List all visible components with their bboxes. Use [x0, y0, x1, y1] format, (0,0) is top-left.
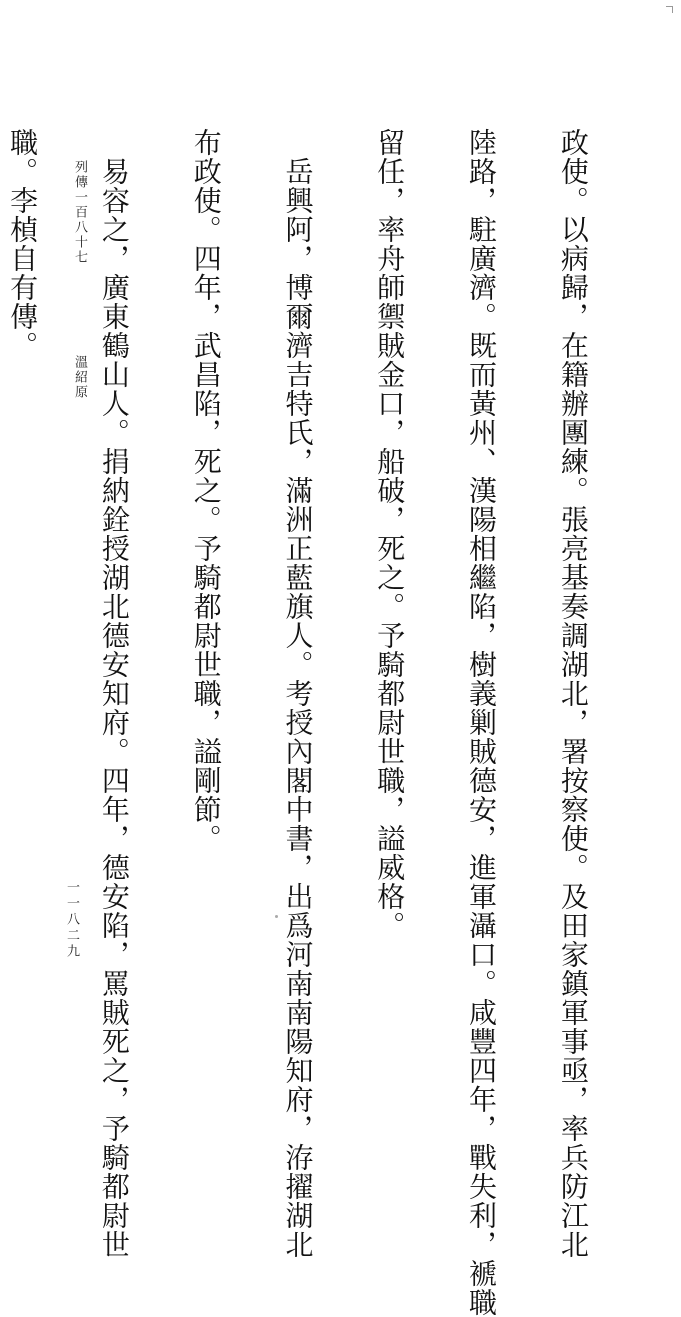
running-footer-name	[70, 355, 89, 435]
text-column-4: 岳興阿，博爾濟吉特氏，滿洲正藍旗人。考授內閣中書，出爲河南南陽知府，洊擢湖北	[281, 157, 315, 1259]
text-column-7: 職。李楨自有傳。	[6, 128, 40, 360]
corner-mark	[666, 6, 673, 13]
section-title: 列傳一百八十七	[72, 160, 87, 265]
page-number: 一一八二九	[64, 880, 79, 960]
biography-name: 溫紹原	[72, 355, 87, 400]
text-column-1: 政使。以病歸，在籍辦團練。張亮基奏調湖北，署按察使。及田家鎮軍事亟，率兵防江北	[556, 128, 590, 1259]
running-footer	[70, 160, 89, 280]
text-column-5: 布政使。四年，武昌陷，死之。予騎都尉世職，謚剛節。	[189, 128, 223, 853]
text-column-6: 易容之，廣東鶴山人。捐納銓授湖北德安知府。四年，德安陷，罵賊死之，予騎都尉世	[97, 157, 131, 1259]
text-column-3: 留任，率舟師禦賊金口，船破，死之。予騎都尉世職，謚威格。	[373, 128, 407, 940]
text-column-2: 陸路，駐廣濟。既而黃州、漢陽相繼陷，樹義剿賊德安，進軍灄口。咸豐四年，戰失利，褫職	[465, 128, 499, 1317]
print-speck	[275, 915, 278, 918]
